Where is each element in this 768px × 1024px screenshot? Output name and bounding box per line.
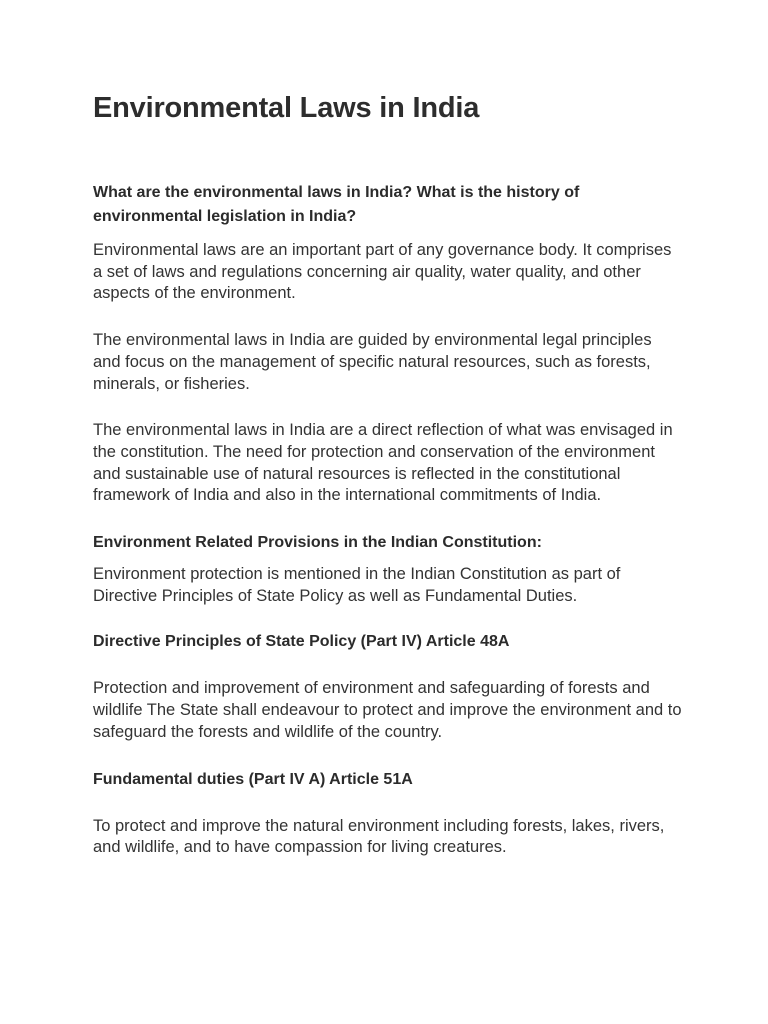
document-title: Environmental Laws in India [93, 92, 480, 124]
paragraph-constitution: The environmental laws in India are a direct reflection of what was envisaged in the constitution. The need for protection and conservation of the environment and sustainable use of natural resources is reflected in the constitutional framework of India and also in the international commitments of India. [93, 421, 673, 505]
paragraph-intro: Environmental laws are an important part of any governance body. It comprises a set of laws and regulations concerning air quality, water quality, and other aspects of the environment. [93, 241, 672, 303]
question-heading: What are the environmental laws in India? What is the history of environmental legislation in India? [93, 184, 580, 225]
article-51a-text: To protect and improve the natural environment including forests, lakes, rivers, and wildlife, and to have compassion for living creatures. [93, 816, 665, 857]
article-48a-text: Protection and improvement of environment and safeguarding of forests and wildlife The State shall endeavour to protect and improve the environment and to safeguard the forests and wildlife of the country. [93, 679, 682, 741]
article-51a-heading: Fundamental duties (Part IV A) Article 51A [93, 770, 413, 788]
article-48a-heading: Directive Principles of State Policy (Part IV) Article 48A [93, 633, 510, 651]
constitution-provisions-text: Environment protection is mentioned in the Indian Constitution as part of Directive Principles of State Policy as well as Fundamental Duties. [93, 565, 621, 605]
constitution-provisions-heading: Environment Related Provisions in the Indian Constitution: [93, 534, 542, 552]
paragraph-principles: The environmental laws in India are guided by environmental legal principles and focus on the management of specific natural resources, such as forests, minerals, or fisheries. [93, 331, 652, 393]
document-page [93, 90, 683, 859]
